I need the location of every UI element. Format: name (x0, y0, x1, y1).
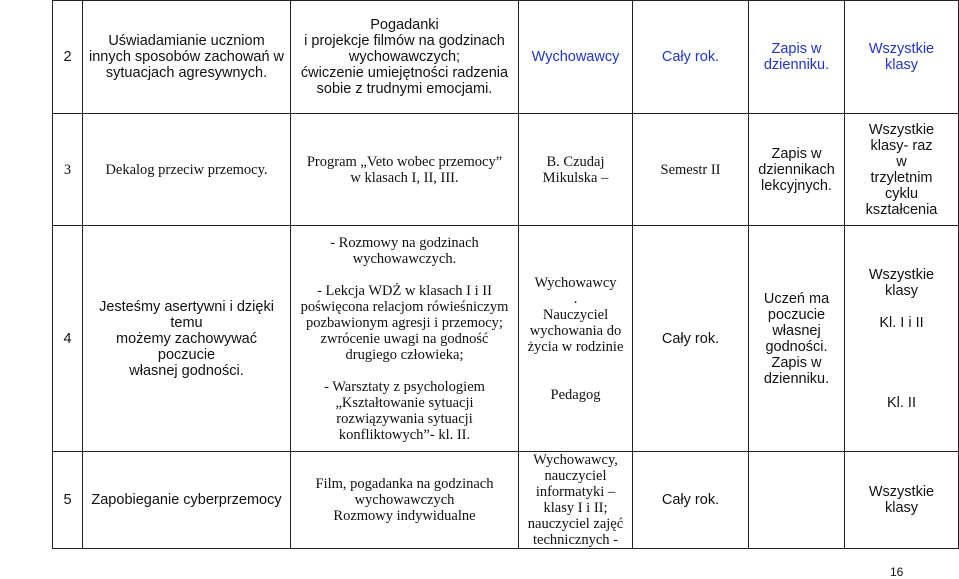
target-line: Wszystkie (868, 484, 935, 500)
activity-line: Film, pogadanka na godzinach (315, 476, 494, 492)
documentation-cell (749, 1, 845, 114)
activity-line: sobie z trudnymi emocjami. (316, 81, 493, 97)
who-line: Nauczyciel (542, 306, 609, 323)
who-line: Mikulska – (542, 169, 609, 186)
doc-line: własnej (772, 322, 821, 339)
table-row-2 (53, 1, 959, 114)
row-number: 4 (53, 226, 83, 452)
activity-cell (291, 1, 519, 114)
activity-line: wychowawczych (354, 492, 455, 508)
target-line: Wszystkie (868, 121, 935, 138)
activity-line: wychowawczych; (348, 49, 461, 65)
doc-line: dzienniku. (763, 57, 830, 73)
activity-line: wychowawczych. (352, 250, 457, 267)
activity-line: „Kształtowanie sytuacji (335, 394, 474, 411)
topic-cell: Dekalog przeciw przemocy. (83, 114, 291, 226)
target-line: Wszystkie (868, 266, 935, 283)
page-number: 16 (890, 565, 904, 579)
topic-cell (83, 226, 291, 452)
topic-line: własnej godności. (129, 362, 244, 379)
activity-line: - Lekcja WDŻ w klasach I i II (317, 282, 492, 299)
who-line: informatyki – (535, 484, 616, 500)
documentation-cell (749, 114, 845, 226)
topic-line: możemy zachowywać poczucie (115, 330, 257, 363)
who-line: życia w rodzinie (527, 338, 624, 355)
row-number: 3 (53, 114, 83, 226)
who-line: wychowania do (529, 322, 622, 339)
doc-line: dziennikach (758, 161, 835, 178)
doc-line: lekcyjnych. (761, 177, 832, 194)
activity-line: Program „Veto wobec przemocy” (306, 153, 503, 170)
who-cell (519, 114, 633, 226)
topic-cell: Uświadamianie uczniom innych sposobów zachowań w sytuacjach agresywnych. (83, 1, 291, 114)
activity-line: drugiego człowieka; (345, 346, 464, 363)
activity-line: konfliktowych”- kl. II. (338, 426, 471, 443)
who-cell (519, 452, 633, 549)
who-line: Wychowawcy, (533, 452, 618, 468)
doc-line: Zapis w (771, 354, 822, 371)
who-cell (519, 226, 633, 452)
doc-line: godności. (765, 338, 828, 355)
doc-line: Zapis w (771, 145, 822, 162)
target-line: klasy (884, 57, 919, 73)
when-cell: Cały rok. (633, 226, 749, 452)
target-line: kształcenia (865, 201, 938, 218)
row-number: 5 (53, 452, 83, 549)
who-line: Pedagog (550, 386, 601, 403)
table-row-4 (53, 226, 959, 452)
activity-line: - Rozmowy na godzinach (330, 234, 479, 251)
target-line: Kl. I i II (879, 314, 924, 331)
target-line: trzyletnim (870, 169, 933, 186)
doc-line: poczucie (767, 306, 826, 323)
when-cell: Cały rok. (633, 452, 749, 549)
activity-line: i projekcje filmów na godzinach (304, 33, 505, 49)
documentation-cell (749, 452, 845, 549)
who-line: . (573, 290, 578, 307)
target-line: klasy (884, 500, 919, 516)
table-row-3 (53, 114, 959, 226)
documentation-cell (749, 226, 845, 452)
who-line: technicznych - (533, 532, 618, 548)
who-line: klasy I i II; (543, 500, 608, 516)
target-line: klasy- raz (870, 137, 933, 154)
activity-line: pozbawionym agresji i przemocy; (306, 314, 503, 331)
target-line: Kl. II (886, 394, 916, 411)
topic-cell: Zapobieganie cyberprzemocy (83, 452, 291, 549)
who-line: B. Czudaj (546, 153, 605, 170)
table-row-5 (53, 452, 959, 549)
target-cell (845, 1, 959, 114)
activity-line: Rozmowy indywidualne (333, 508, 476, 524)
plan-table (52, 0, 959, 549)
target-line: w (896, 153, 907, 170)
activity-line: ćwiczenie umiejętności radzenia (300, 65, 509, 81)
activity-cell (291, 452, 519, 549)
target-line: Wszystkie (868, 41, 935, 57)
target-line: cyklu (884, 185, 919, 202)
who-line: Wychowawcy (534, 274, 617, 291)
target-line: klasy (884, 282, 919, 299)
activity-cell (291, 226, 519, 452)
who-cell: Wychowawcy (519, 1, 633, 114)
when-cell: Cały rok. (633, 1, 749, 114)
activity-line: poświęcona relacjom rówieśniczym (300, 298, 509, 315)
who-line: nauczyciel zajęć (527, 516, 624, 532)
row-number: 2 (53, 1, 83, 114)
activity-line: - Warsztaty z psychologiem (324, 378, 485, 395)
topic-line: Jesteśmy asertywni i dzięki temu (99, 298, 274, 331)
target-cell (845, 226, 959, 452)
activity-line: Pogadanki (370, 17, 439, 33)
when-cell: Semestr II (633, 114, 749, 226)
target-cell (845, 452, 959, 549)
activity-line: w klasach I, II, III. (350, 169, 459, 186)
doc-line: Zapis w (771, 41, 822, 57)
doc-line: dzienniku. (763, 370, 830, 387)
activity-line: rozwiązywania sytuacji (336, 410, 473, 427)
doc-line: Uczeń ma (763, 290, 830, 307)
target-cell (845, 114, 959, 226)
who-line: nauczyciel (544, 468, 607, 484)
activity-cell (291, 114, 519, 226)
activity-line: zwrócenie uwagi na godność (320, 330, 489, 347)
